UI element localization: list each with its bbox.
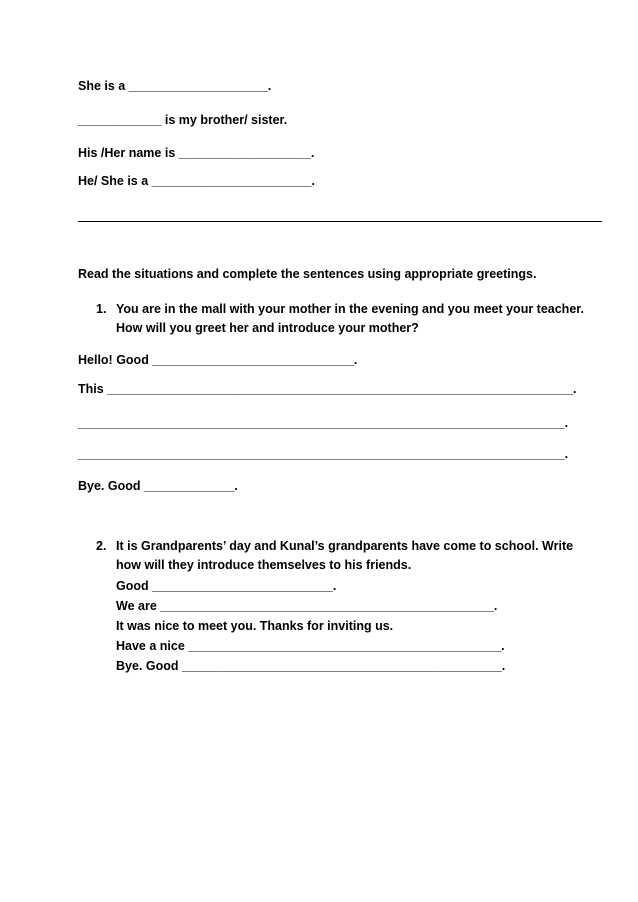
question-1-line-1: You are in the mall with your mother in the evening and you meet your teacher. [116,302,584,316]
question-2-line-2: how will they introduce themselves to his friends. [116,558,412,572]
question-1-number: 1. [96,302,107,316]
intro-line-name: His /Her name is ___________________. [78,146,315,160]
q1-answer-bye: Bye. Good _____________. [78,479,238,493]
instruction-text: Read the situations and complete the sentences using appropriate greetings. [78,267,537,281]
question-1-line-2: How will you greet her and introduce your mother? [116,321,419,335]
q2-answer-bye: Bye. Good ______________________________________________. [116,659,506,673]
q2-answer-good: Good __________________________. [116,579,337,593]
q2-answer-have-a-nice: Have a nice _____________________________________________. [116,639,505,653]
q1-answer-blank-1: ______________________________________________________________________. [78,416,569,430]
q1-answer-blank-2: ______________________________________________________________________. [78,447,569,461]
question-2-line-1: It is Grandparents’ day and Kunal’s grandparents have come to school. Write [116,539,574,553]
q1-answer-hello: Hello! Good _____________________________. [78,353,358,367]
q2-answer-nice-to-meet: It was nice to meet you. Thanks for inviting us. [116,619,394,633]
q1-answer-this: This ___________________________________________________________________. [78,382,577,396]
question-2-number: 2. [96,539,107,553]
intro-line-he-she-is: He/ She is a _______________________. [78,174,316,188]
intro-line-she-is: She is a ____________________. [78,79,272,93]
q2-answer-we-are: We are ________________________________________________. [116,599,498,613]
section-divider [78,221,602,222]
intro-line-brother-sister: ____________ is my brother/ sister. [78,113,288,127]
